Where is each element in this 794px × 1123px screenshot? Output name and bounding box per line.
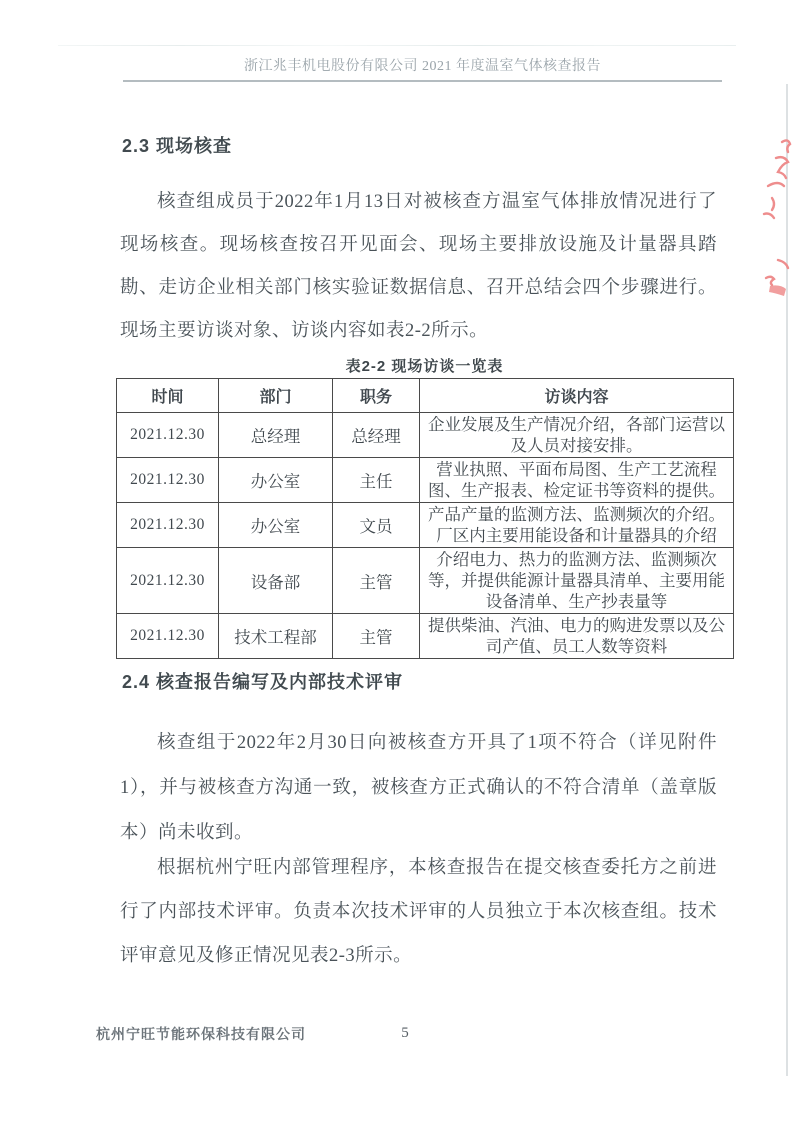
cell-position: 主管 xyxy=(333,548,420,614)
cell-position: 文员 xyxy=(333,503,420,548)
cell-department: 技术工程部 xyxy=(219,614,333,659)
table-row xyxy=(117,548,734,614)
interview-table xyxy=(116,378,734,659)
cell-position: 主管 xyxy=(333,614,420,659)
red-pen-annotation-marks xyxy=(748,128,794,338)
cell-content: 企业发展及生产情况介绍，各部门运营以及人员对接安排。 xyxy=(420,413,734,458)
cell-content: 营业执照、平面布局图、生产工艺流程图、生产报表、检定证书等资料的提供。 xyxy=(420,458,734,503)
section-heading-2-3: 2.3 现场核查 xyxy=(122,136,233,156)
table-header-row xyxy=(117,379,734,413)
cell-position: 总经理 xyxy=(333,413,420,458)
cell-time: 2021.12.30 xyxy=(117,548,219,614)
column-header-time: 时间 xyxy=(117,379,219,413)
cell-time: 2021.12.30 xyxy=(117,614,219,659)
cell-content: 产品产量的监测方法、监测频次的介绍。厂区内主要用能设备和计量器具的介绍 xyxy=(420,503,734,548)
cell-department: 办公室 xyxy=(219,458,333,503)
document-title: 浙江兆丰机电股份有限公司 2021 年度温室气体核查报告 xyxy=(244,59,601,74)
cell-time: 2021.12.30 xyxy=(117,458,219,503)
cell-content: 介绍电力、热力的监测方法、监测频次等，并提供能源计量器具清单、主要用能设备清单、生产抄表量等 xyxy=(420,548,734,614)
cell-time: 2021.12.30 xyxy=(117,503,219,548)
column-header-department: 部门 xyxy=(219,379,333,413)
page-header xyxy=(123,55,722,82)
footer-company-name: 杭州宁旺节能环保科技有限公司 xyxy=(96,1026,306,1042)
cell-department: 办公室 xyxy=(219,503,333,548)
table-row xyxy=(117,614,734,659)
table-caption: 表2-2 现场访谈一览表 xyxy=(345,358,504,375)
header-rule xyxy=(123,80,722,82)
table-row xyxy=(117,413,734,458)
column-header-interview-content: 访谈内容 xyxy=(420,379,734,413)
cell-position: 主任 xyxy=(333,458,420,503)
scan-top-edge-line xyxy=(58,45,736,46)
paragraph-nonconformity: 核查组于2022年2月30日向被核查方开具了1项不符合（详见附件1），并与被核查方沟通一致，被核查方正式确认的不符合清单（盖章版本）尚未收到。 xyxy=(120,733,717,843)
paragraph-site-verification: 核查组成员于2022年1月13日对被核查方温室气体排放情况进行了现场核查。现场核查按召开见面会、现场主要排放设施及计量器具踏勘、走访企业相关部门核实验证数据信息、召开总结会四个步骤进行。现场主要访谈对象、访谈内容如表2-2所示。 xyxy=(120,192,717,341)
cell-content: 提供柴油、汽油、电力的购进发票以及公司产值、员工人数等资料 xyxy=(420,614,734,659)
cell-time: 2021.12.30 xyxy=(117,413,219,458)
cell-department: 设备部 xyxy=(219,548,333,614)
cell-department: 总经理 xyxy=(219,413,333,458)
column-header-position: 职务 xyxy=(333,379,420,413)
page-number: 5 xyxy=(401,1025,409,1041)
section-heading-2-4: 2.4 核查报告编写及内部技术评审 xyxy=(122,672,404,692)
table-row xyxy=(117,458,734,503)
paragraph-technical-review: 根据杭州宁旺内部管理程序，本核查报告在提交核查委托方之前进行了内部技术评审。负责本次技术评审的人员独立于本次核查组。技术评审意见及修正情况见表2-3所示。 xyxy=(120,858,717,966)
table-row xyxy=(117,503,734,548)
